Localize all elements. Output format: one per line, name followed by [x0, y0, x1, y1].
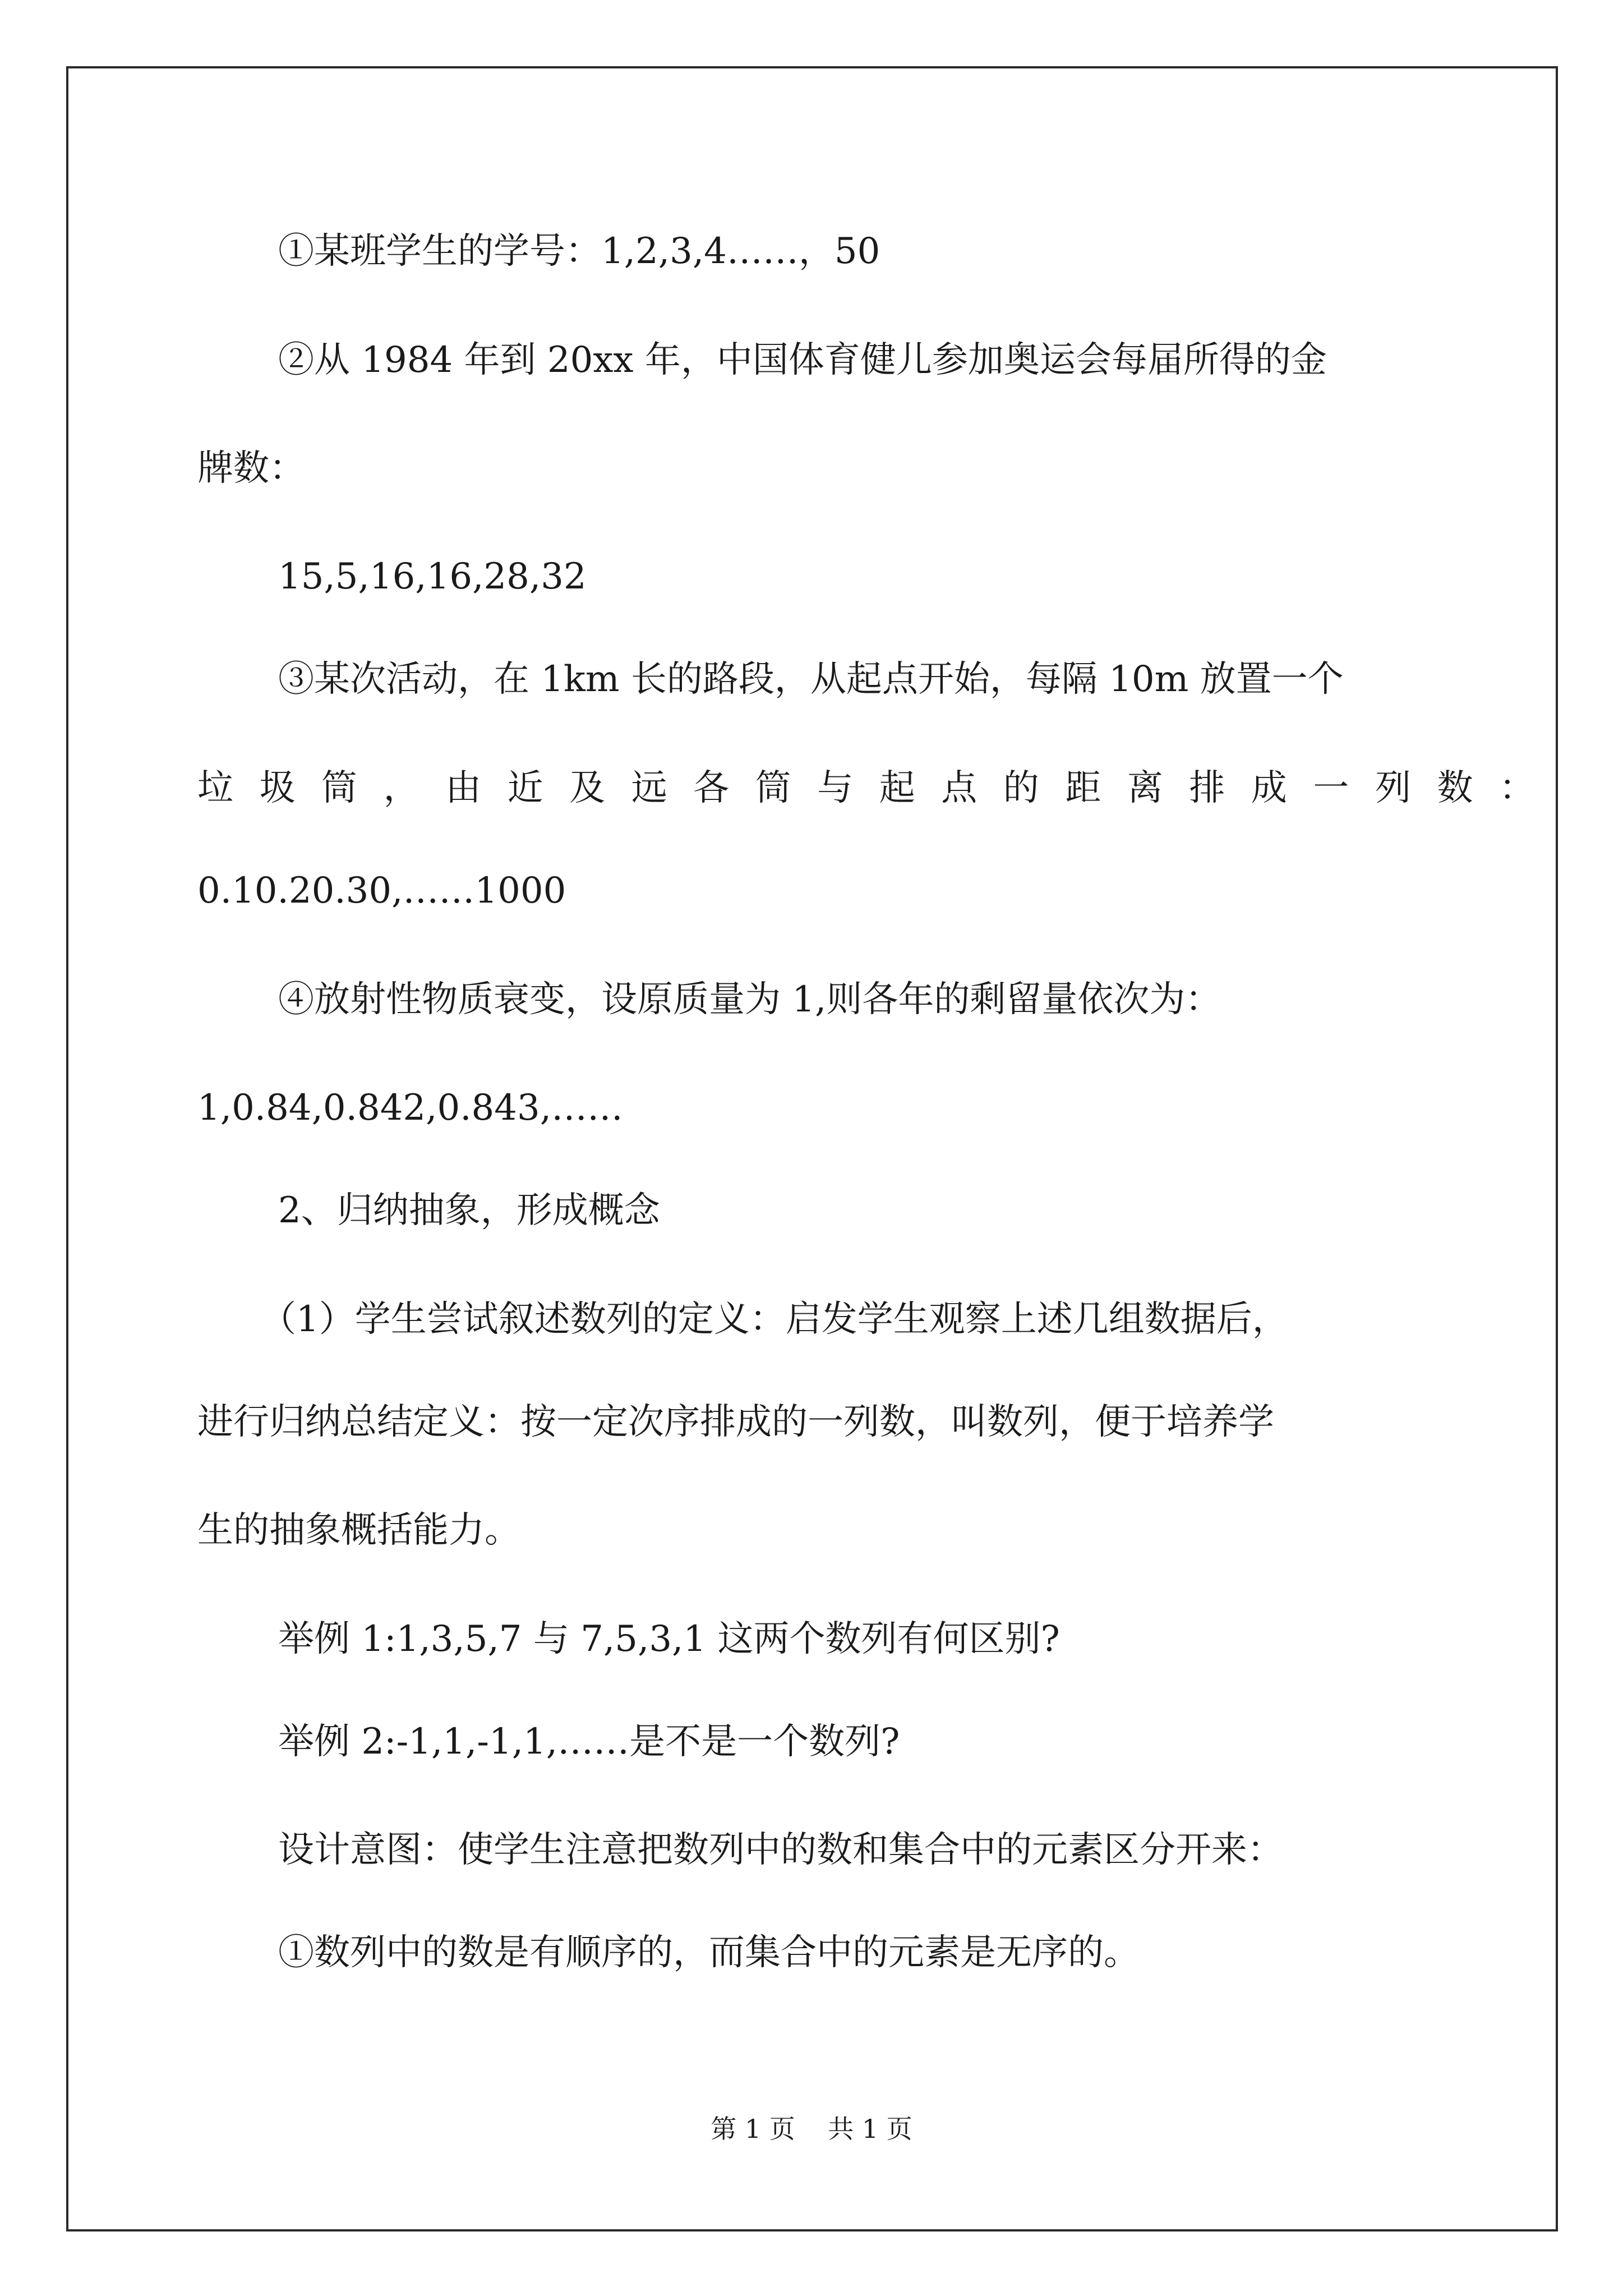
text-line: 举例 1:1,3,5,7 与 7,5,3,1 这两个数列有何区别?: [278, 1618, 1060, 1660]
text-line: ①某班学生的学号：1,2,3,4……，50: [278, 231, 880, 272]
text-line: 15,5,16,16,28,32: [278, 556, 587, 597]
text-line: 牌数：: [197, 448, 305, 489]
text-line: ③某次活动，在 1km 长的路段，从起点开始，每隔 10m 放置一个: [278, 659, 1344, 700]
section-heading: 2、归纳抽象，形成概念: [278, 1190, 660, 1231]
text-line: 举例 2:-1,1,-1,1,……是不是一个数列?: [278, 1721, 900, 1763]
text-line: 垃 圾 筒 ， 由 近 及 远 各 筒 与 起 点 的 距 离 排 成 一 列 数 ：: [197, 767, 1535, 809]
text-line: ④放射性物质衰变，设原质量为 1,则各年的剩留量依次为：: [278, 979, 1221, 1020]
text-line: ①数列中的数是有顺序的，而集合中的元素是无序的。: [278, 1932, 1140, 1973]
page-footer: 第 1 页 共 1 页: [711, 2114, 912, 2144]
text-line: ②从 1984 年到 20xx 年，中国体育健儿参加奥运会每届所得的金: [278, 339, 1327, 381]
page-border: [66, 66, 1558, 2231]
text-line: 0.10.20.30,……1000: [197, 870, 566, 912]
text-line: 进行归纳总结定义：按一定次序排成的一列数，叫数列，便于培养学: [197, 1401, 1274, 1443]
text-line: 生的抽象概括能力。: [197, 1510, 520, 1551]
text-line: （1）学生尝试叙述数列的定义：启发学生观察上述几组数据后，: [260, 1299, 1288, 1340]
text-line: 1,0.84,0.842,0.843,……: [197, 1087, 624, 1129]
text-line: 设计意图：使学生注意把数列中的数和集合中的元素区分开来：: [278, 1829, 1283, 1871]
